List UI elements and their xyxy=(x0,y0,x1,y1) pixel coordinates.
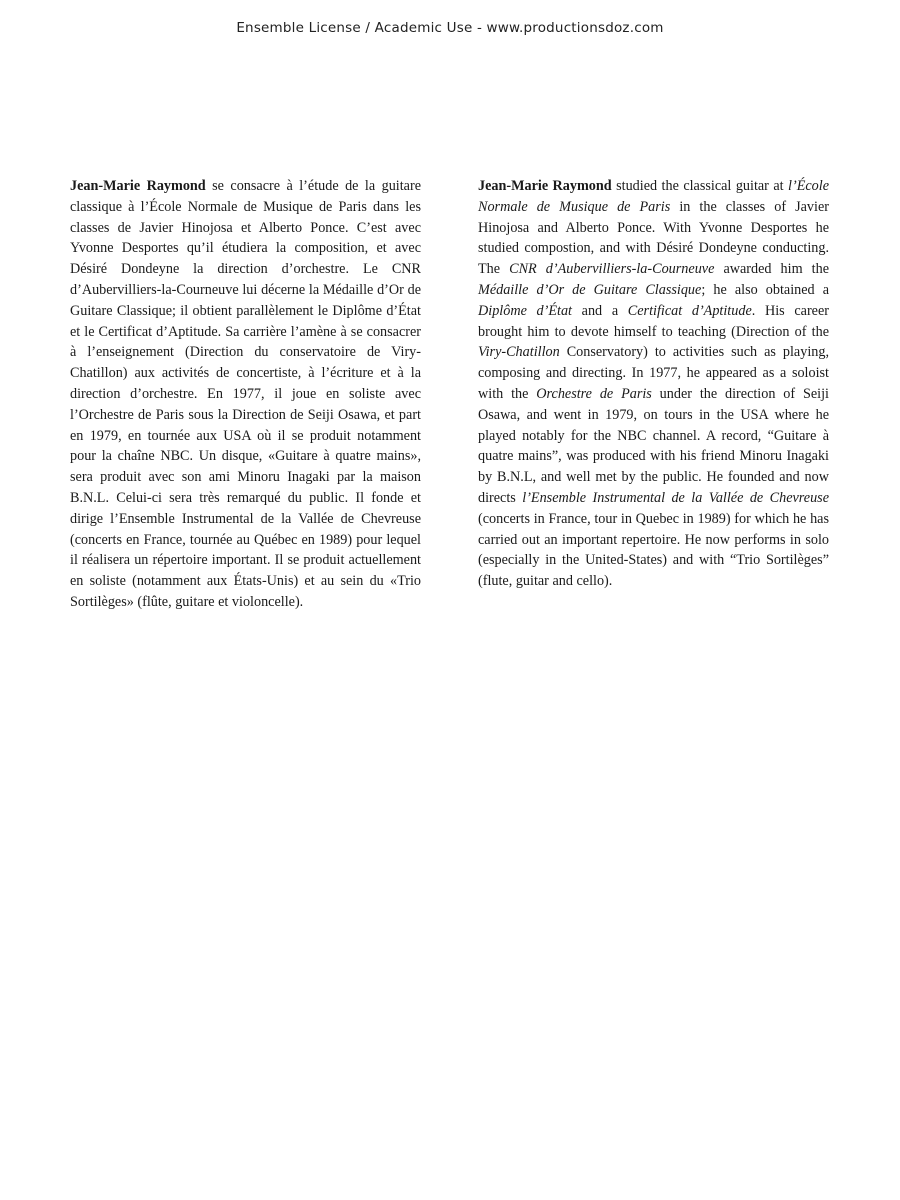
biography-french-text: se consacre à l’étude de la guitare classique à l’École Normale de Musique de Paris dans les classes de Javier Hinojosa et Alberto Ponce. C’est avec Yvonne Desportes qu’il étudiera la composition, et avec Désiré Dondeyne la direction d’orchestre. Le CNR d’Aubervilliers-la-Courneuve lui décerne la Médaille d’Or de Guitare Classique; il obtient parallèlement le Diplôme d’État et le Certificat d’Aptitude. Sa carrière l’amène à se consacrer à l’enseignement (Direction du conservatoire de Viry-Chatillon) aux activités de concertiste, à l’écriture et à la direction d’orchestre. En 1977, il joue en soliste avec l’Orchestre de Paris sous la Direction de Seiji Osawa, et part en 1979, en tournée aux USA où il se produit notamment pour la chaîne NBC. Un disque, «Guitare à quatre mains», sera produit avec son ami Minoru Inagaki par la maison B.N.L. Celui-ci sera très remarqué du public. Il fonde et dirige l’Ensemble Instrumental de la Vallée de Chevreuse (concerts en France, tournée au Québec en 1989) pour lequel il réalisera un répertoire important. Il se produit actuellement en soliste (notamment aux États-Unis) et au sein du «Trio Sortilèges» (flûte, guitare et violoncelle). xyxy=(70,178,421,610)
bio-en-text-9: (concerts in France, tour in Quebec in 1989) for which he has carried out an important repertoire. He now performs in solo (especially in the United-States) and with “Trio Sortilèges” (flute, guitar and cello). xyxy=(478,510,829,590)
bio-en-text-6: . His career brought him to devote himself to teaching (Direction of the xyxy=(478,302,829,340)
artist-name-fr: Jean-Marie Raymond xyxy=(70,178,206,194)
bio-en-italic-viry: Viry-Chatillon xyxy=(478,344,560,361)
bio-en-italic-medal: Médaille d’Or de Guitare Classique xyxy=(478,281,702,298)
artist-name-en: Jean-Marie Raymond xyxy=(478,178,612,194)
bio-en-italic-cnr: CNR d’Aubervilliers-la-Courneuve xyxy=(509,261,715,278)
bio-en-text-7: Conservatory) to activities such as playing, composing and directing. In 1977, he appeared as a soloist with the xyxy=(478,344,829,402)
biography-french-paragraph xyxy=(70,176,421,613)
bio-en-italic-ensemble: l’Ensemble Instrumental de la Vallée de Chevreuse xyxy=(522,489,829,506)
bio-en-italic-diploma: Diplôme d’État xyxy=(478,302,572,319)
bio-en-text-5: and a xyxy=(572,302,628,319)
biography-english-paragraph xyxy=(478,176,829,592)
bio-en-italic-school: l’École Normale de Musique de Paris xyxy=(478,178,829,215)
license-header: Ensemble License / Academic Use - www.productionsdoz.com xyxy=(236,20,664,36)
biography-english xyxy=(478,176,829,592)
bio-en-text-8: under the direction of Seiji Osawa, and went in 1979, on tours in the USA where he played notably for the NBC channel. A record, “Guitare à quatre mains”, was produced with his friend Minoru Inagaki by B.N.L, and well met by the public. He founded and now directs xyxy=(478,385,829,506)
bio-en-italic-orchestra: Orchestre de Paris xyxy=(536,385,652,402)
bio-en-text-1: studied the classical guitar at xyxy=(611,178,789,194)
bio-en-italic-certificate: Certificat d’Aptitude xyxy=(627,302,752,319)
biography-french xyxy=(70,176,421,613)
bio-en-text-4: ; he also obtained a xyxy=(701,281,830,298)
bio-en-text-3: awarded him the xyxy=(714,261,829,278)
bio-en-text-2: in the classes of Javier Hinojosa and Alberto Ponce. With Yvonne Desportes he studied compostion, and with Désiré Dondeyne conducting. The xyxy=(478,198,829,278)
